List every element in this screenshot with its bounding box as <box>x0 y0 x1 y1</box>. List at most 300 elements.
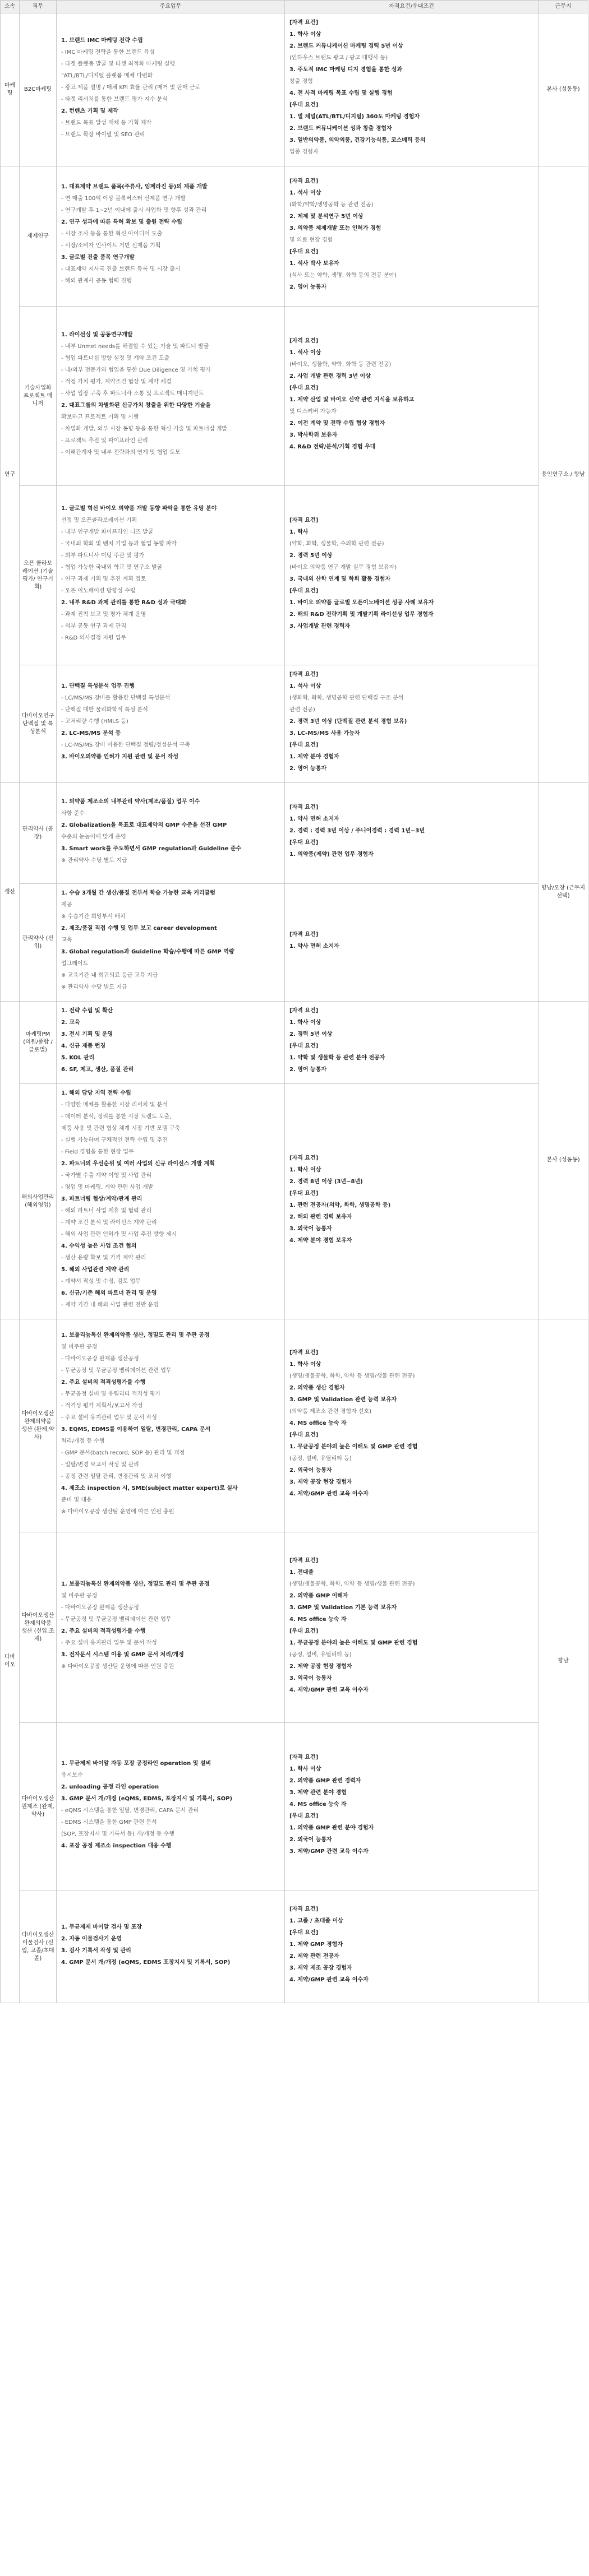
text-line: [자격 요건] <box>289 337 319 344</box>
text-line: 4. 신규 제품 런칭 <box>61 1043 106 1049</box>
requirements-cell <box>285 307 539 486</box>
table-row <box>1 1084 588 1319</box>
text-line: 3. GMP 및 Validation 관련 능력 보유자 <box>289 1397 397 1403</box>
text-line: 창출 경험 <box>289 78 313 85</box>
job-cell: 해외사업관리 (해외영업) <box>20 1084 57 1319</box>
text-line: 2. 연구 성과에 따른 특허 확보 및 출원 전략 수립 <box>61 219 182 225</box>
text-line: 1. 약학 및 생물학 등 관련 분야 전공자 <box>289 1055 385 1061</box>
text-line: (약학, 화학, 생물학, 수의학 관련 전공) <box>289 540 384 547</box>
location-cell: 본사 (성동동) <box>539 13 588 166</box>
text-line: (화학/약학/생명공학 등 관련 전공) <box>289 201 374 208</box>
text-line: 업종 경험자 <box>289 149 319 155</box>
text-line: 선정 및 오픈콜라보레이션 기획 <box>61 517 137 523</box>
text-line: 4. 포장 공정 제조소 inspection 대응 수행 <box>61 1842 172 1849</box>
text-line: 2. 경력 5년 이상 <box>289 1031 333 1037</box>
job-cell: 관리약사 (신입) <box>20 884 57 1002</box>
text-line: 3. 제약 관련 분야 경험 <box>289 1790 347 1796</box>
text-line: 1. 학사 이상 <box>289 1020 321 1026</box>
requirements-cell <box>285 1002 539 1084</box>
text-line: 준비 및 대응 <box>61 1497 92 1503</box>
text-line: - 데이터 분석, 정리를 통한 시장 트렌드 도출, <box>61 1114 172 1120</box>
text-line: - 프로젝트 추진 및 파이프라인 관리 <box>61 438 148 444</box>
duties-cell <box>57 166 285 307</box>
text-line: [우대 요건] <box>289 840 319 846</box>
table-row <box>1 13 588 166</box>
text-line: 1. 학사 이상 <box>289 31 321 38</box>
text-line: - 연구개발 후 1~2년 이내에 출시 사업화 및 향후 성과 관리 <box>61 207 207 214</box>
text-line: "ATL/BTL/디지털 플랫폼 매체 다변화 <box>61 72 153 79</box>
text-line: [우대 요건] <box>289 587 319 594</box>
text-line: [자격 요건] <box>289 1155 319 1161</box>
text-line: 1. 학사 이상 <box>289 1361 321 1368</box>
text-line: - IMC 마케팅 전략을 통한 브랜드 육성 <box>61 49 155 55</box>
text-line: - 연 매출 100억 이상 블록버스터 신제품 연구 개발 <box>61 196 186 202</box>
text-line: 2. 자동 이물검사기 운영 <box>61 1935 122 1942</box>
text-line: ※ 관리약사 수당 별도 지급 <box>61 857 127 864</box>
text-line: [우대 요건] <box>289 742 319 748</box>
text-line: 1. 학사 이상 <box>289 1166 321 1173</box>
text-line: 1. 약사 면허 소지자 <box>289 943 339 949</box>
text-line: 2. 경력 : 경력 3년 이상 / 주니어경력 : 경력 1년~3년 <box>289 828 425 834</box>
text-line: - 타겟 플랫폼 발굴 및 타겟 최적화 마케팅 실행 <box>61 61 175 67</box>
duties-cell <box>57 665 285 783</box>
text-line: 2. Globalization을 목표로 대표제약의 GMP 수준을 선진 GMP <box>61 822 227 828</box>
duties-cell <box>57 307 285 486</box>
text-line: - 생산 용량 확보 및 가격 계약 관리 <box>61 1255 146 1261</box>
text-line: 1. 제약 GMP 경험자 <box>289 1942 343 1948</box>
text-line: [우대 요건] <box>289 1190 319 1197</box>
text-line: 3. 국내외 산학 연계 및 학회 활동 경험자 <box>289 576 391 582</box>
text-line: 1. 라이선싱 및 공동연구개발 <box>61 332 133 338</box>
text-line: 4. R&D 전략/분석/기획 경험 우대 <box>289 443 376 450</box>
text-line: 1. 무균제제 바이알 검사 및 포장 <box>61 1924 142 1930</box>
text-line: 1. 학사 <box>289 529 309 535</box>
text-line: 1. 의약품 GMP 관련 분야 경험자 <box>289 1825 374 1831</box>
text-line: 1. 수습 3개월 간 생산/품질 전부서 학습 가능한 교육 커리큘럼 <box>61 890 215 896</box>
text-line: 2. 교육 <box>61 1020 80 1026</box>
text-line: 1. 고졸 / 초대졸 이상 <box>289 1918 343 1924</box>
text-line: 2. 영어 능통자 <box>289 284 327 290</box>
text-line: - 협업 가능한 국내외 학교 및 연구소 발굴 <box>61 564 163 571</box>
text-line: 2. 사업 개발 관련 경력 3년 이상 <box>289 373 371 379</box>
text-line: 2. 이전 계약 및 전략 수립 협상 경험자 <box>289 420 385 427</box>
text-line: - 무균공정 및 무균공정 밸리데이션 관련 업무 <box>61 1367 172 1374</box>
text-line: 1. 멀 채널(ATL/BTL/디지털) 360도 마케팅 경험자 <box>289 114 420 120</box>
text-line: - 광고 제품 설명 / 매체 KPI 효율 관리 (매거 및 판매 근로 <box>61 84 201 91</box>
text-line: 3. 제약 제조 공장 경험자 <box>289 1965 352 1971</box>
text-line: (석사 또는 약학, 생명, 화학 등의 전공 분야) <box>289 272 397 279</box>
text-line: - 협업 파트너십 방향 설정 및 계약 조건 도출 <box>61 355 170 362</box>
requirements-cell <box>285 1723 539 1891</box>
text-line: 1. 해외 담당 지역 전략 수립 <box>61 1090 131 1096</box>
text-line: 2. 의약품 생산 경험자 <box>289 1385 345 1391</box>
text-line: 1. 글로벌 혁신 바이오 의약품 개발 동향 파악을 통한 유망 분야 <box>61 505 217 512</box>
duties-cell <box>57 884 285 1002</box>
text-line: 6. 신규/기존 해외 파트너 관리 및 운영 <box>61 1290 157 1296</box>
text-line: - 주요 설비 유지관리 업무 및 문서 작성 <box>61 1414 157 1421</box>
requirements-cell <box>285 884 539 1002</box>
text-line: [우대 요건] <box>289 102 319 108</box>
text-line: - 브랜드 확장 바이럴 및 SEO 관리 <box>61 131 145 138</box>
requirements-cell <box>285 486 539 665</box>
location-cell: 향남/오창 (근무지 선택) <box>539 783 588 1002</box>
text-line: 1. 무균제제 바이알 자동 포장 공정라인 operation 및 설비 <box>61 1760 211 1767</box>
text-line: - 연구 과제 기획 및 추진 계획 검토 <box>61 576 146 582</box>
text-line: 및 의료 현장 경험 <box>289 237 333 243</box>
text-line: 5. KOL 관리 <box>61 1055 95 1061</box>
text-line: 2. 경력 3년 이상 (단백질 관련 분석 경험 보유) <box>289 719 407 725</box>
text-line: [자격 요건] <box>289 178 319 184</box>
text-line: 및 디스커버 가능자 <box>289 408 337 415</box>
text-line: [우대 요건] <box>289 248 319 255</box>
text-line: 3. 외국어 능통자 <box>289 1225 332 1232</box>
text-line: - Field 경험을 통한 현장 업무 <box>61 1149 134 1155</box>
text-line: 4. GMP 문서 개/개정 (eQMS, EDMS 포장지시 및 기록서, SOP) <box>61 1959 231 1966</box>
text-line: 3. 의약품 제제개발 또는 인허가 경험 <box>289 225 381 231</box>
text-line: 및 비주관 공정 <box>61 1343 98 1350</box>
duties-cell <box>57 13 285 166</box>
duties-cell <box>57 1723 285 1891</box>
text-line: 1. 바이오 의약품 글로벌 오픈이노베이션 성공 사례 보유자 <box>289 599 434 606</box>
text-line: 3. 바이오의약품 인허가 지원 관련 및 문서 작성 <box>61 754 179 760</box>
text-line: 4. MS office 능숙 자 <box>289 1616 347 1623</box>
text-line: [우대 요건] <box>289 1813 319 1819</box>
text-line: [자격 요건] <box>289 20 319 26</box>
text-line: 사항 준수 <box>61 810 85 817</box>
text-line: 2. 파트너의 우선순위 및 여러 사업의 신규 라이선스 개발 계획 <box>61 1161 215 1167</box>
text-line: 5. 해외 사업관련 계약 관리 <box>61 1267 130 1273</box>
text-line: 2. 경력 5년 이상 <box>289 552 333 559</box>
text-line: - 브랜드 목표 달성 매체 등 기획 제작 <box>61 119 152 126</box>
text-line: [우대 요건] <box>289 1930 319 1936</box>
job-cell: 다바이오생산 원제조 (완제,약사) <box>20 1723 57 1891</box>
requirements-cell <box>285 1084 539 1319</box>
duties-cell <box>57 1002 285 1084</box>
text-line: 2. unloading 공정 라인 operation <box>61 1783 159 1790</box>
duties-cell <box>57 1532 285 1723</box>
text-line: 2. 대표그룹의 차별화된 신규가치 창출을 위한 다양한 기술을 <box>61 402 211 409</box>
text-line: - GMP 문서(batch record, SOP 등) 관리 및 개정 <box>61 1449 185 1456</box>
text-line: 1. 무균공정 분야의 높은 이해도 및 GMP 관련 경험 <box>289 1444 418 1450</box>
table-row <box>1 1723 588 1891</box>
job-cell: B2C마케팅 <box>20 13 57 166</box>
text-line: 1. 의약품(제약) 관련 업무 경험자 <box>289 851 374 858</box>
text-line: 1. 석사 이상 <box>289 683 321 689</box>
job-cell: 다바이오생산 이물검사 (신입, 고졸/초대졸) <box>20 1891 57 2003</box>
table-row <box>1 486 588 665</box>
text-line: - 해외 사업 관련 인허가 및 사업 추진 방향 제시 <box>61 1231 177 1238</box>
text-line: - 시장/소비자 인사이트 기반 신제품 기획 <box>61 243 161 249</box>
text-line: 제공 <box>61 902 72 908</box>
text-line: - 대표제약 지사국 진출 브랜드 등록 및 시장 출시 <box>61 266 181 272</box>
dept-cell: 마케팅 <box>1 13 20 166</box>
table-header-row <box>1 1 588 13</box>
text-line: 3. GMP 및 Validation 기본 능력 보유자 <box>289 1604 397 1611</box>
text-line: 2. 의약품 GMP 이해자 <box>289 1592 348 1599</box>
text-line: - 과제 진척 보고 및 평가 체계 운영 <box>61 611 146 618</box>
text-line: 2. 제조/품질 직접 수행 및 업무 보고 career development <box>61 925 217 932</box>
header-dept: 소속 <box>1 1 20 13</box>
duties-cell <box>57 1084 285 1319</box>
requirements-cell <box>285 783 539 884</box>
text-line: - 국내외 학회 및 벤처 기업 등과 협업 동향 파악 <box>61 540 177 547</box>
text-line: 2. 제제 및 분석연구 5년 이상 <box>289 213 363 220</box>
text-line: 수준의 눈높이에 맞게 운영 <box>61 833 126 840</box>
text-line: ※ 수습기간 희망부서 배치 <box>61 914 126 920</box>
job-cell: 관리약사 (공장) <box>20 783 57 884</box>
text-line: [자격 요건] <box>289 804 319 810</box>
text-line: 3. GMP 문서 개/개정 (eQMS, EDMS, 포장지시 및 기록서, SOP) <box>61 1795 233 1802</box>
text-line: 4. MS office 능숙 자 <box>289 1420 347 1426</box>
text-line: 처리/개정 등 수행 <box>61 1438 105 1444</box>
text-line: 2. 외국어 능통자 <box>289 1467 332 1474</box>
text-line: [자격 요건] <box>289 1008 319 1014</box>
dept-cell: 다바이오 <box>1 1319 20 2003</box>
text-line: 1. 석사 이상 <box>289 349 321 356</box>
text-line: [자격 요건] <box>289 1350 319 1356</box>
text-line: 2. 경력 8년 이상 (3년~8년) <box>289 1178 363 1185</box>
text-line: [우대 요건] <box>289 1043 319 1049</box>
duties-cell <box>57 783 285 884</box>
text-line: 확보하고 프로젝트 기획 및 시행 <box>61 414 139 420</box>
table-row <box>1 166 588 307</box>
text-line: 2. 해외 관련 경력 보유자 <box>289 1213 352 1220</box>
text-line: 1. 약사 면허 소지자 <box>289 816 339 822</box>
text-line: 1. 전략 수립 및 확산 <box>61 1008 113 1014</box>
text-line: 2. 외국어 능통자 <box>289 1837 332 1843</box>
text-line: 3. EQMS, EDMS를 이용하여 일탈, 변경관리, CAPA 문서 <box>61 1426 211 1433</box>
text-line: [자격 요건] <box>289 1754 319 1760</box>
table-row <box>1 307 588 486</box>
text-line: - 고처리량 수행 (HMLS 등) <box>61 719 128 725</box>
text-line: 2. 브랜드 커뮤니케이션 마케팅 경력 5년 이상 <box>289 43 403 49</box>
text-line: 6. SF, 제고, 생산, 품질 관리 <box>61 1067 134 1073</box>
text-line: - 타겟 리서치를 통한 브랜드 평가 지수 분석 <box>61 96 168 103</box>
text-line: - LC-MS/MS 장비 이용한 단백질 정량/정성분석 구축 <box>61 742 191 748</box>
text-line: 1. 단백질 특성분석 업무 진행 <box>61 683 135 689</box>
text-line: 2. 주요 설비의 적격성평가를 수행 <box>61 1628 146 1634</box>
dept-cell: 연구 <box>1 166 20 783</box>
text-line: [우대 요건] <box>289 1432 319 1438</box>
text-line: 및 비주관 공정 <box>61 1592 98 1599</box>
text-line: 4. 제약/GMP 관련 교육 이수자 <box>289 1491 369 1497</box>
text-line: - 무균공정 설비 및 유틸리티 적격성 평가 <box>61 1391 161 1397</box>
text-line: 3. 전자문서 시스템 이용 및 GMP 문서 처리/개정 <box>61 1651 184 1658</box>
text-line: - 내/외부 전문가와 협업을 통한 Due Diligence 및 가치 평가 <box>61 367 211 373</box>
location-cell: 향남 <box>539 1319 588 2003</box>
text-line: 1. 관련 전공자(의약, 화학, 생명공학 등) <box>289 1202 391 1208</box>
text-line: - 해외 관계사 공동 협력 진행 <box>61 278 132 284</box>
text-line: 4. 제약/GMP 관련 교육 이수자 <box>289 1687 369 1693</box>
requirements-cell <box>285 1891 539 2003</box>
text-line: - 공정 관련 일탈 관리, 변경관리 및 조치 이행 <box>61 1473 172 1480</box>
text-line: 업그레이드 <box>61 961 89 967</box>
text-line: 3. 파트너링 협상/계약/관계 관리 <box>61 1196 142 1202</box>
text-line: [자격 요건] <box>289 517 319 523</box>
text-line: - 차별화 개발, 외부 시장 동향 등을 통한 혁신 기술 및 파트너십 개발 <box>61 426 228 432</box>
text-line: 3. Global regulation과 Guideline 학습/수행에 따른 GMP 역량 <box>61 949 234 955</box>
text-line: - 해외 파트너 사업 제휴 및 협력 관리 <box>61 1208 152 1214</box>
text-line: - 영업 및 마케팅, 계약 관련 사업 개발 <box>61 1184 154 1190</box>
location-cell: 본사 (성동동) <box>539 1002 588 1319</box>
text-line: - 단백질 대한 물리화학적 특성 분석 <box>61 707 148 713</box>
table-row <box>1 1002 588 1084</box>
text-line: - 실행 가능하며 구체적인 전략 수립 및 추진 <box>61 1137 168 1143</box>
text-line: - 다바이오공장 완제품 생산공정 <box>61 1604 139 1611</box>
text-line: 2. 제약 관련 전공자 <box>289 1953 339 1959</box>
text-line: - 계약 기간 내 해외 사업 관련 전반 운영 <box>61 1302 159 1308</box>
header-job: 직무 <box>20 1 57 13</box>
job-cell: 마케팅PM (의원/종합 /클로벌) <box>20 1002 57 1084</box>
text-line: ※ 다바이오공장 생산팀 운영에 따른 인원 충원 <box>61 1663 174 1670</box>
text-line: - 국가별 수출 계약 이행 및 사업 관리 <box>61 1173 152 1179</box>
requirements-cell <box>285 1532 539 1723</box>
text-line: 3. 박사학위 보유자 <box>289 432 338 438</box>
text-line: 2. 영어 능통자 <box>289 1067 327 1073</box>
text-line: - EDMS 시스템을 통한 GMP 관련 문서 <box>61 1819 157 1826</box>
text-line: - 무균공정 및 무균공정 밸리데이션 관련 업무 <box>61 1616 172 1623</box>
text-line: - 시장 조사 등을 통한 혁신 아이디어 도출 <box>61 231 163 237</box>
text-line: - 적정 가치 평가, 계약조건 협상 및 계약 체결 <box>61 379 172 385</box>
table-row <box>1 783 588 884</box>
text-line: (인하우스 브랜드 광고 / 광고 대행사 등) <box>289 55 388 61</box>
text-line: 1. 석사 박사 보유자 <box>289 260 339 267</box>
requirements-cell <box>285 166 539 307</box>
requirements-cell <box>285 13 539 166</box>
text-line: - 외부 파트너사 미팅 주관 및 평가 <box>61 552 145 559</box>
dept-cell: 생산 <box>1 783 20 1002</box>
text-line: 1. 석사 이상 <box>289 189 321 196</box>
text-line: 3. 사업개발 관련 경력자 <box>289 623 351 629</box>
text-line: 3. 전시 기획 및 운영 <box>61 1031 113 1037</box>
location-cell: 용인연구소 / 향남 <box>539 166 588 783</box>
text-line: - 계약서 작성 및 수정, 검토 업무 <box>61 1278 141 1285</box>
text-line: 2. 내부 R&D 과제 관리를 통한 R&D 성과 극대화 <box>61 599 187 606</box>
text-line: 2. 영어 능통자 <box>289 766 327 772</box>
text-line: 1. 보툴리늄톡신 완제의약품 생산, 정밀도 관리 및 주관 공정 <box>61 1332 210 1338</box>
text-line: - 주요 설비 유지관리 업무 및 문서 작성 <box>61 1639 157 1646</box>
text-line: 2. 컨텐츠 기획 및 제작 <box>61 108 118 114</box>
table-row <box>1 1891 588 2003</box>
text-line: 유지보수 <box>61 1772 83 1778</box>
requirements-cell <box>285 665 539 783</box>
job-cell: 제제연구 <box>20 166 57 307</box>
text-line: 관련 전공) <box>289 707 315 713</box>
text-line: 3. 외국어 능통자 <box>289 1675 332 1681</box>
text-line: 4. 제약/GMP 관련 교육 이수자 <box>289 1977 369 1983</box>
text-line: [우대 요건] <box>289 1628 319 1634</box>
text-line: 3. Smart work를 주도하면서 GMP regulation과 Guideline 준수 <box>61 845 242 852</box>
text-line: 2. 제약 공장 현장 경험자 <box>289 1663 352 1670</box>
job-cell: 다바이오연구 단백질 및 특성분석 <box>20 665 57 783</box>
text-line: - eQMS 시스템을 통한 일탈, 변경관리, CAPA 문서 관리 <box>61 1807 199 1814</box>
text-line: 3. LC-MS/MS 사용 가능자 <box>289 730 360 736</box>
text-line: [자격 요건] <box>289 1906 319 1912</box>
text-line: - R&D 의사결정 지원 업무 <box>61 634 127 641</box>
text-line: 4. 제조소 inspection 시, SME(subject matter expert)로 실사 <box>61 1485 238 1491</box>
text-line: 2. 주요 설비의 적격성평가를 수행 <box>61 1379 146 1386</box>
text-line: (바이오, 생물학, 약학, 화학 등 관련 전공) <box>289 361 392 368</box>
text-line: (공정, 설비, 유틸리티 등) <box>289 1651 352 1658</box>
table-row <box>1 665 588 783</box>
text-line: (생명/생물공학, 화학, 약학 등 생명/생물 관련 전공) <box>289 1373 415 1379</box>
job-cell: 다바이오생산 완제의약품 생산 (완제,약사) <box>20 1319 57 1532</box>
text-line: 3. 검사 기록서 작성 및 관리 <box>61 1947 131 1954</box>
text-line: - LC/MS/MS 장비를 활용한 단백질 특성분석 <box>61 695 171 701</box>
text-line: [자격 요건] <box>289 1557 319 1564</box>
text-line: [우대 요건] <box>289 384 319 391</box>
text-line: 2. LC-MS/MS 분석 등 <box>61 730 121 736</box>
job-cell: 오픈 콜라보레이션 (기술평가/ 연구기획) <box>20 486 57 665</box>
text-line: - 다양한 매체를 활용한 시장 리서치 및 분석 <box>61 1102 168 1108</box>
text-line: - 다바이오공장 완제품 생산공정 <box>61 1355 139 1362</box>
text-line: 3. 주도적 IMC 마케팅 디지 경험을 통한 성과 <box>289 67 403 73</box>
job-cell: 다바이오생산 완제의약품 생산 (신입,조제) <box>20 1532 57 1723</box>
text-line: 1. 대표제약 브랜드 품목(주류사, 임페라진 등)의 제품 개발 <box>61 184 208 190</box>
text-line: ※ 관리약사 수당 별도 지급 <box>61 984 127 990</box>
duties-cell <box>57 1891 285 2003</box>
text-line: 1. 제약 분야 경험자 <box>289 754 339 760</box>
text-line: 제품 사용 및 관련 협상 체계 시장 기반 모델 구축 <box>61 1125 181 1132</box>
text-line: - 사업 입장 구축 후 파트너사 소통 및 프로젝트 매니지먼트 <box>61 391 204 397</box>
text-line: 3. 글로벌 진출 품목 연구개발 <box>61 254 135 261</box>
header-duties: 주요업무 <box>57 1 285 13</box>
header-location: 근무지 <box>539 1 588 13</box>
dept-cell <box>1 1002 20 1319</box>
duties-cell <box>57 486 285 665</box>
text-line: 2. 해외 R&D 전략기획 및 개발기획 라이선싱 업무 경험자 <box>289 611 434 618</box>
text-line: 1. 학사 이상 <box>289 1766 321 1772</box>
text-line: (바이오 의약품 연구 개발 실무 경험 보유자) <box>289 564 397 571</box>
job-cell: 기술사업화 프로젝트 매니저 <box>20 307 57 486</box>
text-line: - 외부 공동 연구 과제 관리 <box>61 623 127 629</box>
text-line: 3. 제약/GMP 관련 교육 이수자 <box>289 1848 369 1855</box>
text-line: - 오픈 이노베이션 방향성 수립 <box>61 587 136 594</box>
text-line: - 내부 연구개발 파이프라인 니즈 발굴 <box>61 529 154 535</box>
text-line: (생화학, 화학, 생명공학 관련 단백질 구조 분석 <box>289 695 404 701</box>
text-line: 1. 의약품 제조소의 내부관리 약사(제조/품질) 업무 이수 <box>61 798 200 805</box>
text-line: 3. 일반의약품, 의약외품, 건강기능식품, 코스메틱 등의 <box>289 137 426 143</box>
text-line: 1. 무균공정 분야의 높은 이해도 및 GMP 관련 경험 <box>289 1639 418 1646</box>
text-line: (공정, 설비, 유틸리티 등) <box>289 1456 352 1462</box>
text-line: [자격 요건] <box>289 671 319 678</box>
text-line: - 내부 Unmet needs를 해결할 수 있는 기술 및 파트너 발굴 <box>61 344 209 350</box>
text-line: 4. 전 사적 마케팅 목표 수립 및 실행 경험 <box>289 90 393 96</box>
text-line: ※ 교육기간 내 희귀의료 등급 교육 지급 <box>61 972 158 979</box>
requirements-cell <box>285 1319 539 1532</box>
text-line: - 적격성 평가 계획서/보고서 작성 <box>61 1402 143 1409</box>
text-line: (SOP, 포장지시 및 기록서 등) 개/개정 등 수행 <box>61 1831 174 1837</box>
text-line: 4. 제약 분야 경험 보유자 <box>289 1237 352 1244</box>
text-line: 2. 브랜드 커뮤니케이션 성과 창출 경험자 <box>289 126 392 132</box>
text-line: 1. 제약 산업 및 바이오 신약 관련 지식을 보유하고 <box>289 396 415 403</box>
text-line: - 이해관계자 및 내부 전략과의 연계 및 협업 도모 <box>61 450 181 456</box>
text-line: - 일탈/변경 보고서 작성 및 관리 <box>61 1461 139 1468</box>
duties-cell <box>57 1319 285 1532</box>
header-requirements: 자격요건/우대조건 <box>285 1 539 13</box>
text-line: 4. 수익성 높은 사업 조건 협의 <box>61 1243 137 1249</box>
text-line: (생명/생물공학, 화학, 약학 등 생명/생물 관련 전공) <box>289 1581 415 1587</box>
table-row <box>1 1532 588 1723</box>
text-line: (의약품 제조소 관련 경험자 선호) <box>289 1409 372 1415</box>
text-line: 1. 브랜드 IMC 마케팅 전략 수립 <box>61 37 143 44</box>
table-row <box>1 884 588 1002</box>
text-line: ※ 다바이오공장 생산팀 운영에 따른 인원 충원 <box>61 1508 174 1515</box>
text-line: [자격 요건] <box>289 931 319 938</box>
text-line: 교육 <box>61 937 72 943</box>
text-line: 3. 제약 공장 현장 경험자 <box>289 1479 352 1485</box>
text-line: 2. 의약품 GMP 관련 경력자 <box>289 1778 361 1784</box>
